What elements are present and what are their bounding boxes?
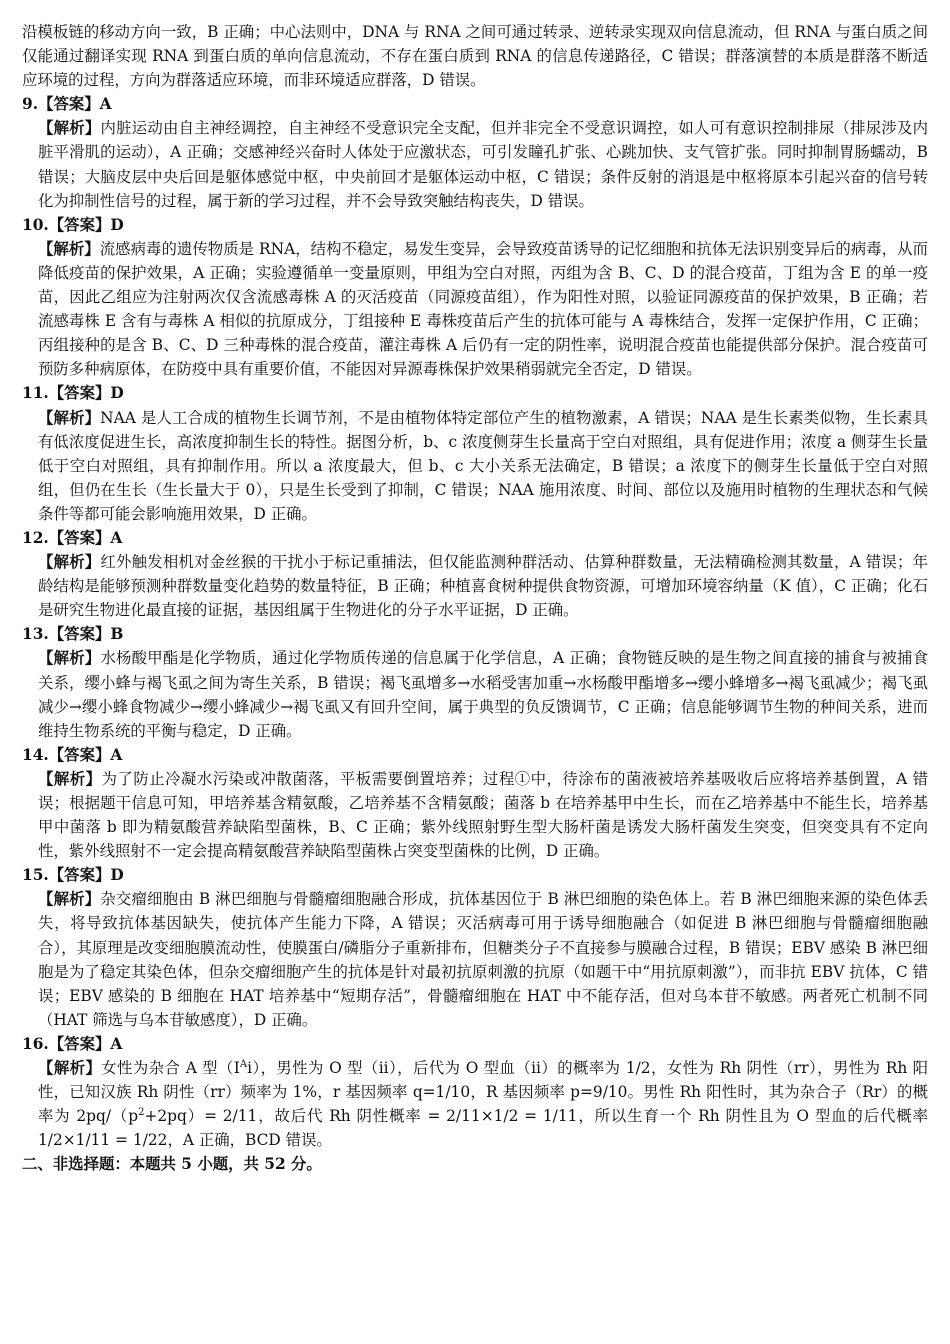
answer-value: D [110,384,124,403]
analysis-label: 【解析】 [38,649,101,668]
analysis-paragraph [22,116,928,212]
answer-value: A [110,528,123,547]
analysis-label: 【解析】 [38,1059,102,1078]
analysis-text: 水杨酸甲酯是化学物质，通过化学物质传递的信息属于化学信息，A 正确；食物链反映的是生物之间直接的捕食与被捕食关系，缨小蜂与褐飞虱之间为寄生关系，B 错误；褐飞虱增多→水稻受害加重→水杨酸甲酯增多→缨小蜂增多→褐飞虱减少；褐飞虱减少→缨小蜂食物减少→缨小蜂减少→褐飞虱又有回升空间，属于典型的负反馈调节，C 正确；信息能够调节生物的种间关系，进而维持生物系统的平衡与稳定，D 正确。 [38,649,928,740]
answer-value: A [110,1034,123,1053]
analysis-label: 【解析】 [38,890,101,909]
superscript-a: A [239,1058,248,1070]
question-number: 15. [22,866,49,885]
answer-label: 【答案】 [48,384,111,403]
answer-label: 【答案】 [48,866,111,885]
analysis-text-part3: +2pq）= 2/11，故后代 Rh 阴性概率 = 2/11×1/2 = 1/11，所以生育一个 Rh 阴性且为 O 型血的后代概率 1/2×1/11 = 1/22，A 正确，BCD 错误。 [38,1107,928,1150]
question-item [22,213,928,382]
answer-line [22,526,928,550]
question-number: 16. [22,1034,49,1053]
document-page [22,20,928,1177]
question-number: 9. [22,95,39,114]
answer-label: 【答案】 [48,745,111,764]
analysis-text: 为了防止冷凝水污染或冲散菌落，平板需要倒置培养；过程①中，待涂布的菌液被培养基吸收后应将培养基倒置，A 错误；根据题干信息可知，甲培养基含精氨酸，乙培养基不含精氨酸；菌落 b 在培养基甲中生长，而在乙培养基中不能生长，培养基甲中菌落 b 即为精氨酸营养缺陷型菌株，B、C 正确；紫外线照射野生型大肠杆菌是诱发大肠杆菌发生突变，但突变具有不定向性，紫外线照射不一定会提高精氨酸营养缺陷型菌株占突变型菌株的比例，D 正确。 [38,769,928,861]
analysis-label: 【解析】 [38,119,101,138]
answer-line [22,381,928,405]
analysis-label: 【解析】 [38,553,101,572]
question-item [22,526,928,622]
analysis-paragraph [22,550,928,622]
answer-line [22,863,928,887]
analysis-text: 内脏运动由自主神经调控，自主神经不受意识完全支配，但并非完全不受意识调控，如人可有意识控制排尿（排尿涉及内脏平滑肌的运动），A 正确；交感神经兴奋时人体处于应激状态，可引发瞳孔扩张、心跳加快、支气管扩张。同时抑制胃肠蠕动，B 错误；大脑皮层中央后回是躯体感觉中枢，中央前回才是躯体运动中枢，C 错误；条件反射的消退是中枢将原本引起兴奋的信号转化为抑制性信号的过程，属于新的学习过程，并不会导致突触结构丧失，D 错误。 [38,119,928,210]
analysis-paragraph [22,767,928,863]
question-item [22,381,928,526]
analysis-paragraph [22,237,928,382]
answer-value: A [99,95,112,114]
answer-line [22,743,928,767]
question-item [22,92,928,212]
analysis-label: 【解析】 [38,769,102,788]
analysis-text: 红外触发相机对金丝猴的干扰小于标记重捕法，但仅能监测种群活动、估算种群数量，无法精确检测其数量，A 错误；年龄结构是能够预测种群数量变化趋势的数量特征，B 正确；种植喜食树种提供食物资源，可增加环境容纳量（K 值），C 正确；化石是研究生物进化最直接的证据，基因组属于生物进化的分子水平证据，D 正确。 [38,553,928,620]
answer-value: A [110,745,123,764]
analysis-text: 流感病毒的遗传物质是 RNA，结构不稳定，易发生变异，会导致疫苗诱导的记忆细胞和抗体无法识别变异后的病毒，从而降低疫苗的保护效果，A 正确；实验遵循单一变量原则，甲组为空白对照，丙组为含 B、C、D 的混合疫苗，丁组为含 E 的单一疫苗，因此乙组应为注射两次仅含流感毒株 A 的灭活疫苗（同源疫苗组），作为阳性对照，以验证同源疫苗的保护效果，B 正确；若流感毒株 E 含有与毒株 A 相似的抗原成分，丁组接种 E 毒株疫苗后产生的抗体可能与 A 毒株结合，发挥一定保护作用，C 正确；丙组接种的是含 B、C、D 三种毒株的混合疫苗，灌注毒株 A 后仍有一定的阴性率，说明混合疫苗也能提供部分保护。混合疫苗可预防多种病原体，在防疫中具有重要价值，不能因对异源毒株保护效果稍弱就完全否定，D 错误。 [38,239,928,379]
intro-paragraph: 沿模板链的移动方向一致，B 正确；中心法则中，DNA 与 RNA 之间可通过转录、逆转录实现双向信息流动，但 RNA 与蛋白质之间仅能通过翻译实现 RNA 到蛋白质的单向信息流动，不存在蛋白质到 RNA 的信息传递路径，C 错误；群落演替的本质是群落不断适应环境的过程，方向为群落适应环境，而非环境适应群落，D 错误。 [22,23,928,90]
analysis-paragraph [22,1056,928,1152]
analysis-label: 【解析】 [38,408,101,427]
answer-line [22,622,928,646]
section-heading: 二、非选择题：本题共 5 小题，共 52 分。 [22,1155,322,1174]
answer-label: 【答案】 [38,95,100,114]
answer-label: 【答案】 [48,1034,111,1053]
answer-line [22,1032,928,1056]
analysis-text: NAA 是人工合成的植物生长调节剂，不是由植物体特定部位产生的植物激素，A 错误；NAA 是生长素类似物，生长素具有低浓度促进生长，高浓度抑制生长的特性。据图分析，b、c 浓度侧芽生长量高于空白对照组，具有促进作用；浓度 a 侧芽生长量低于空白对照组，具有抑制作用。所以 a 浓度最大，但 b、c 大小关系无法确定，B 错误；a 浓度下的侧芽生长量低于空白对照组，但仍在生长（生长量大于 0），只是生长受到了抑制，C 错误；NAA 施用浓度、时间、部位以及施用时植物的生理状态和气候条件等都可能会影响施用效果，D 正确。 [38,408,928,523]
question-number: 14. [22,745,49,764]
analysis-paragraph [22,406,928,526]
answer-label: 【答案】 [48,528,111,547]
superscript-2: 2 [138,1107,145,1119]
question-item [22,863,928,1032]
question-number: 11. [22,384,49,403]
answer-line [22,92,928,116]
question-number: 12. [22,528,49,547]
analysis-paragraph [22,646,928,742]
analysis-label: 【解析】 [38,239,100,258]
question-number: 13. [22,625,49,644]
question-number: 10. [22,215,49,234]
answer-value: B [110,625,124,644]
analysis-text-part1: 女性为杂合 A 型（I [101,1059,240,1078]
question-item [22,743,928,863]
analysis-text: 杂交瘤细胞由 B 淋巴细胞与骨髓瘤细胞融合形成，抗体基因位于 B 淋巴细胞的染色体上。若 B 淋巴细胞来源的染色体丢失，将导致抗体基因缺失，使抗体产生能力下降，A 错误；灭活病毒可用于诱导细胞融合（如促进 B 淋巴细胞与骨髓瘤细胞融合），其原理是改变细胞膜流动性，使膜蛋白/磷脂分子重新排布，但糖类分子不直接参与膜融合过程，B 错误；EBV 感染 B 淋巴细胞是为了稳定其染色体，但杂交瘤细胞产生的抗体是针对最初抗原刺激的抗原（如题干中“用抗原刺激”），而非抗 EBV 抗体，C 错误；EBV 感染的 B 细胞在 HAT 培养基中“短期存活”，骨髓瘤细胞在 HAT 中不能存活，但对乌本苷不敏感。两者死亡机制不同（HAT 筛选与乌本苷敏感度），D 正确。 [38,890,928,1029]
analysis-text-part2: i），男性为 O 型（ii），后代为 O 型血（ii）的概率为 1/2，女性为 Rh 阴性（rr），男性为 Rh 阳性，已知汉族 Rh 阴性（rr）频率为 1%，r 基因频率 q=1/10，R 基因频率 p=9/10。男性 Rh 阳性时，其为杂合子（Rr）的概率为 2pq/（p [38,1059,928,1126]
question-list [22,92,928,1152]
answer-value: D [110,866,124,885]
analysis-paragraph [22,887,928,1032]
question-item [22,622,928,742]
answer-label: 【答案】 [48,625,111,644]
answer-label: 【答案】 [48,215,111,234]
answer-value: D [110,215,124,234]
answer-line [22,213,928,237]
question-item [22,1032,928,1152]
